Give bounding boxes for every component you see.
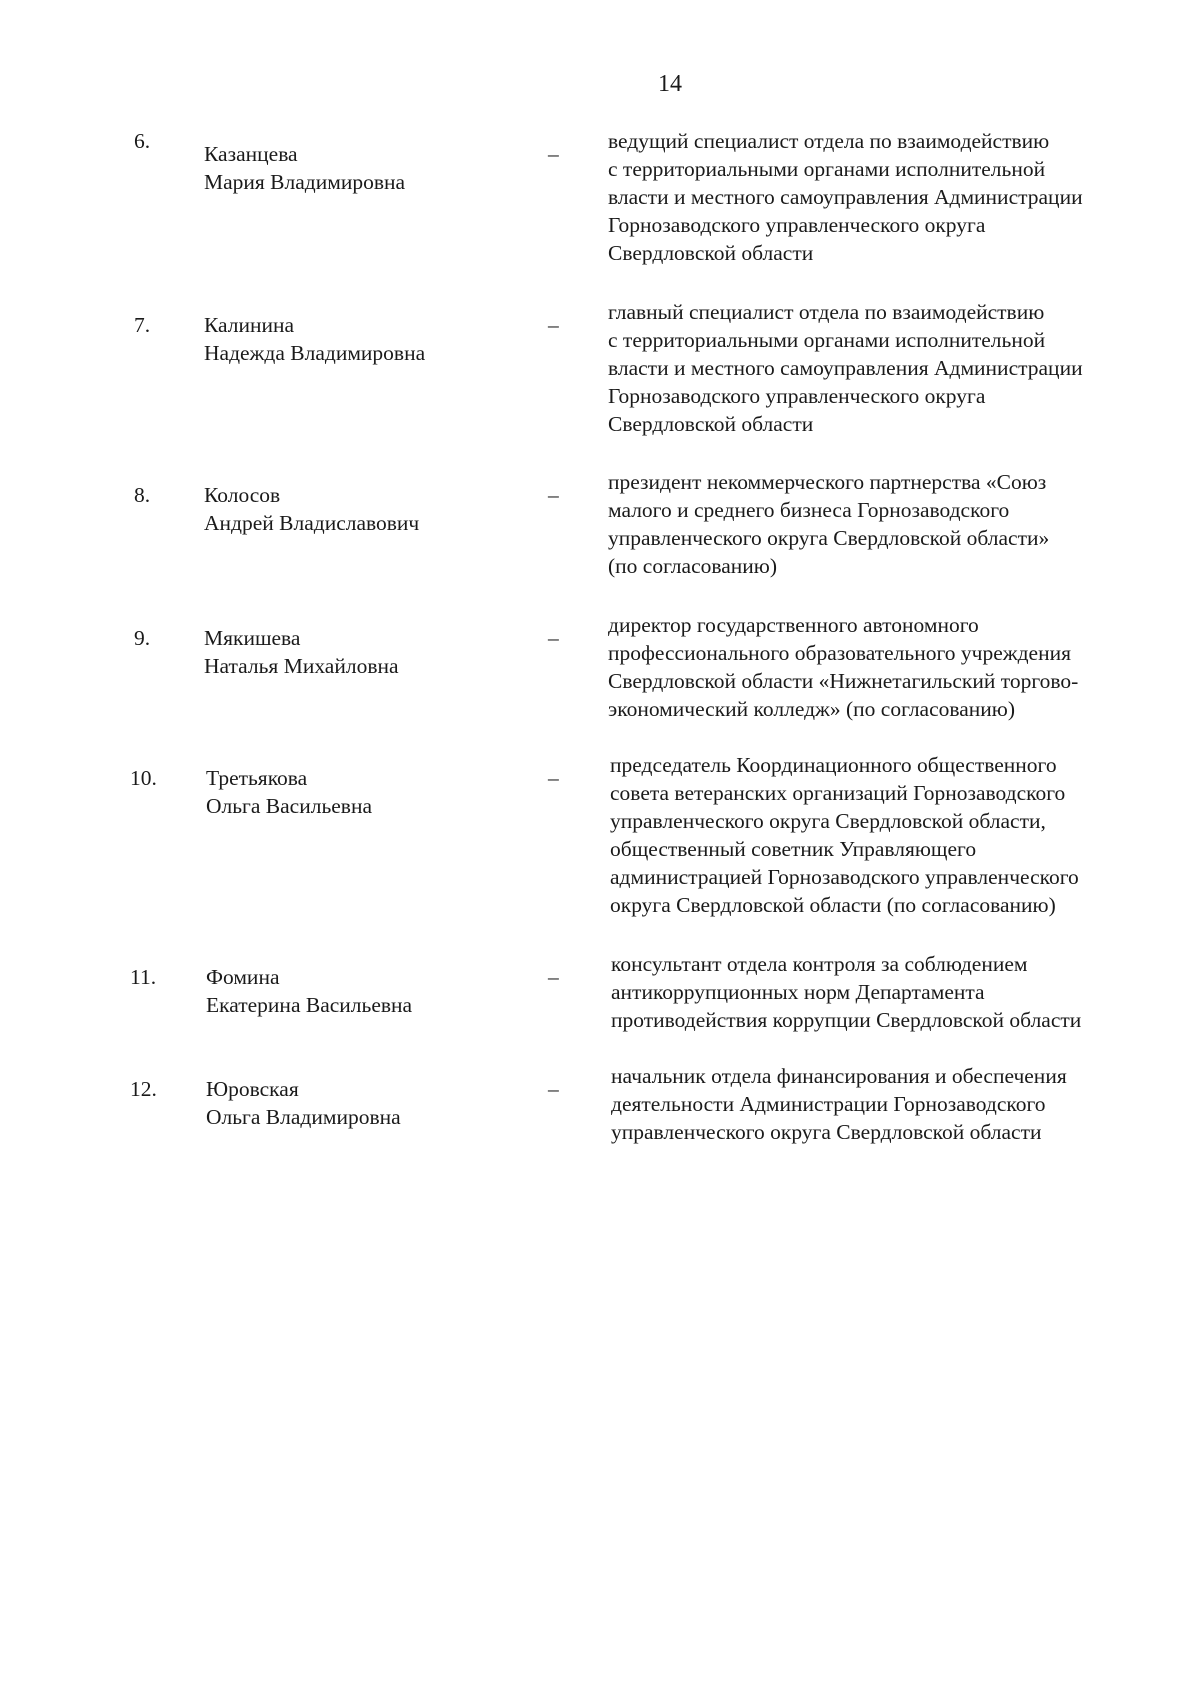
member-position	[608, 611, 1168, 723]
position-line: Свердловской области «Нижнетагильский торгово-	[608, 669, 1079, 693]
member-name	[206, 751, 506, 820]
member-surname: Калинина	[204, 313, 295, 337]
member-position	[611, 1062, 1171, 1146]
page-number: 14	[658, 71, 682, 97]
position-line: власти и местного самоуправления Администрации	[608, 356, 1083, 380]
position-line: ведущий специалист отдела по взаимодействию	[608, 129, 1050, 153]
member-given-names: Наталья Михайловна	[204, 654, 399, 678]
position-line: президент некоммерческого партнерства «Союз	[608, 470, 1047, 494]
member-name	[206, 950, 506, 1019]
position-line: директор государственного автономного	[608, 613, 979, 637]
entry-number: 12.	[130, 1077, 157, 1101]
entry-number: 6.	[134, 129, 151, 153]
member-given-names: Ольга Васильевна	[206, 794, 373, 818]
entry-number: 10.	[130, 766, 157, 790]
position-line: малого и среднего бизнеса Горнозаводского	[608, 498, 1010, 522]
position-line: округа Свердловской области (по согласованию)	[610, 893, 1056, 917]
position-line: (по согласованию)	[608, 554, 778, 578]
position-line: экономический колледж» (по согласованию)	[608, 697, 1016, 721]
position-line: противодействия коррупции Свердловской области	[611, 1008, 1082, 1032]
member-surname: Колосов	[204, 483, 281, 507]
position-line: с территориальными органами исполнительной	[608, 328, 1046, 352]
position-line: председатель Координационного общественного	[610, 753, 1057, 777]
member-given-names: Надежда Владимировна	[204, 341, 426, 365]
position-line: власти и местного самоуправления Администрации	[608, 185, 1083, 209]
entry-number: 8.	[134, 483, 151, 507]
member-given-names: Ольга Владимировна	[206, 1105, 401, 1129]
entry-dash: –	[548, 313, 559, 337]
position-line: Горнозаводского управленческого округа	[608, 384, 986, 408]
position-line: профессионального образовательного учреждения	[608, 641, 1071, 665]
member-name	[204, 127, 504, 196]
member-position	[608, 127, 1168, 267]
entry-dash: –	[548, 626, 559, 650]
member-name	[204, 298, 504, 367]
entry-dash: –	[548, 1077, 559, 1101]
position-line: управленческого округа Свердловской области,	[610, 809, 1046, 833]
position-line: совета ветеранских организаций Горнозаводского	[610, 781, 1066, 805]
position-line: главный специалист отдела по взаимодействию	[608, 300, 1045, 324]
member-name	[206, 1062, 506, 1131]
member-surname: Казанцева	[204, 142, 298, 166]
member-name	[204, 468, 504, 537]
entry-dash: –	[548, 142, 559, 166]
position-line: деятельности Администрации Горнозаводского	[611, 1092, 1046, 1116]
member-surname: Юровская	[206, 1077, 299, 1101]
member-given-names: Мария Владимировна	[204, 170, 406, 194]
member-surname: Третьякова	[206, 766, 308, 790]
entry-number: 9.	[134, 626, 151, 650]
entry-dash: –	[548, 483, 559, 507]
entry-number: 11.	[130, 965, 157, 989]
position-line: управленческого округа Свердловской области	[611, 1120, 1042, 1144]
entry-number: 7.	[134, 313, 151, 337]
member-surname: Мякишева	[204, 626, 301, 650]
position-line: Свердловской области	[608, 241, 814, 265]
member-position	[608, 468, 1168, 580]
member-given-names: Андрей Владиславович	[204, 511, 420, 535]
position-line: администрацией Горнозаводского управленческого	[610, 865, 1079, 889]
member-name	[204, 611, 504, 680]
member-position	[608, 298, 1168, 438]
position-line: Горнозаводского управленческого округа	[608, 213, 986, 237]
member-position	[610, 751, 1170, 919]
position-line: управленческого округа Свердловской области»	[608, 526, 1050, 550]
entry-dash: –	[548, 766, 559, 790]
position-line: Свердловской области	[608, 412, 814, 436]
position-line: с территориальными органами исполнительной	[608, 157, 1046, 181]
position-line: общественный советник Управляющего	[610, 837, 977, 861]
position-line: антикоррупционных норм Департамента	[611, 980, 985, 1004]
member-position	[611, 950, 1171, 1034]
entry-dash: –	[548, 965, 559, 989]
position-line: консультант отдела контроля за соблюдением	[611, 952, 1028, 976]
position-line: начальник отдела финансирования и обеспечения	[611, 1064, 1067, 1088]
member-given-names: Екатерина Васильевна	[206, 993, 413, 1017]
member-surname: Фомина	[206, 965, 280, 989]
